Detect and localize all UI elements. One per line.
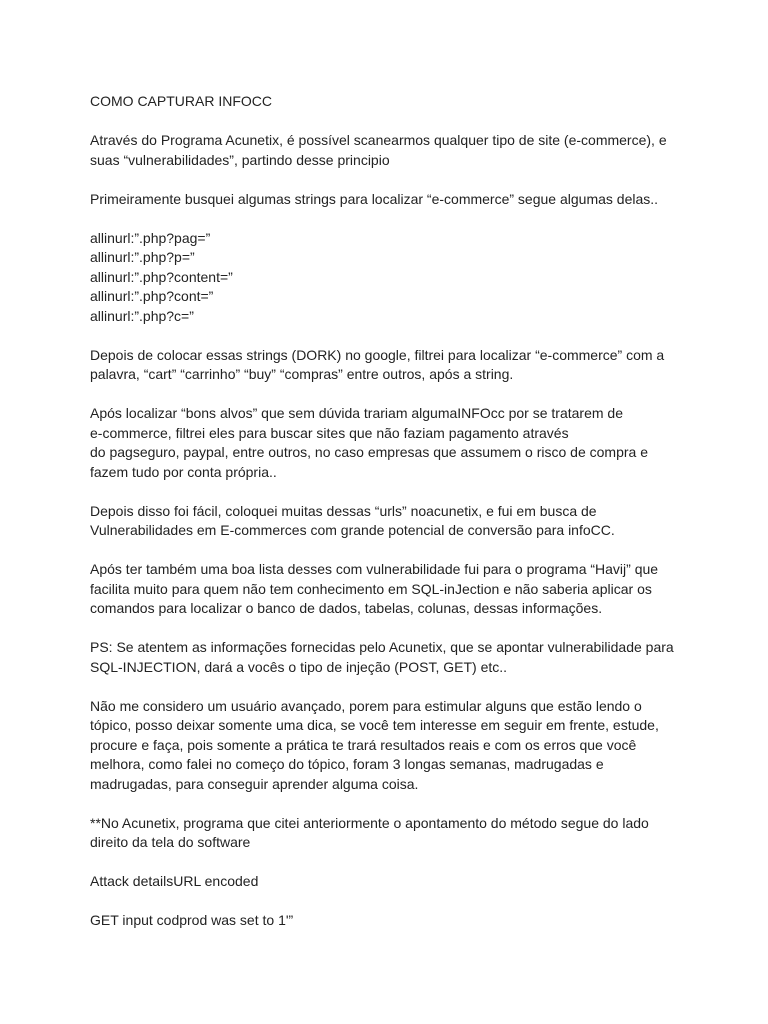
document-title [90,92,690,112]
paragraph [90,502,690,541]
paragraph-line: allinurl:”.php?content=” [90,268,233,285]
paragraph-line: Através do Programa Acunetix, é possível scanearmos qualquer tipo de site (e-commerce), e [90,132,667,148]
paragraph [90,814,690,853]
paragraph-line: melhora, como falei no começo do tópico, foram 3 longas semanas, madrugadas e [90,756,604,772]
paragraph-line: Depois disso foi fácil, coloquei muitas dessas “urls” noacunetix, e fui em busca de [90,502,597,519]
paragraph [90,872,690,892]
paragraph [90,560,690,619]
paragraph-line: do pagseguro, paypal, entre outros, no caso empresas que assumem o risco de compra e [90,444,648,460]
paragraph-line: suas “vulnerabilidades”, partindo desse principio [90,151,390,168]
paragraph-line: Após ter também uma boa lista desses com vulnerabilidade fui para o programa “Havij” que [90,561,659,577]
paragraph-line: PS: Se atentem as informações fornecidas pelo Acunetix, que se apontar vulnerabilidade para [90,639,674,655]
paragraph-line: palavra, “cart” “carrinho” “buy” “compras” entre outros, após a string. [90,366,514,382]
paragraph-line: comandos para localizar o banco de dados, tabelas, colunas, dessas informações. [90,600,603,616]
paragraph [90,911,690,931]
document-title-text: COMO CAPTURAR INFOCC [90,93,272,109]
paragraph [90,404,690,482]
paragraph-line: fazem tudo por conta própria.. [90,463,277,480]
paragraph [90,697,690,795]
paragraph [90,346,690,385]
paragraph-line: facilita muito para quem não tem conhecimento em SQL-inJection e não saberia aplicar os [90,580,652,597]
paragraph-line: allinurl:”.php?p=” [90,249,195,265]
paragraph [90,190,690,210]
paragraph-line: allinurl:”.php?cont=” [90,288,214,304]
paragraph-line: procure e faça, pois somente a prática te trará resultados reais e com os erros que você [90,736,637,753]
paragraph-line: GET input codprod was set to 1'” [90,912,294,928]
paragraph-line: tópico, posso deixar somente uma dica, se você tem interesse em seguir em frente, estude, [90,717,659,733]
paragraph-line: Não me considero um usuário avançado, porem para estimular alguns que estão lendo o [90,697,642,714]
paragraph-line: Primeiramente busquei algumas strings para localizar “e-commerce” segue algumas delas.. [90,190,659,207]
paragraph-line: **No Acunetix, programa que citei anteriormente o apontamento do método segue do lado [90,814,649,831]
paragraph-line: e-commerce, filtrei eles para buscar sites que não faziam pagamento através [90,424,569,441]
paragraph-line: Depois de colocar essas strings (DORK) no google, filtrei para localizar “e-commerce” com a [90,346,665,363]
paragraph [90,131,690,170]
paragraph-line: SQL-INJECTION, dará a vocês o tipo de injeção (POST, GET) etc.. [90,658,508,675]
paragraph-line: Vulnerabilidades em E-commerces com grande potencial de conversão para infoCC. [90,522,615,538]
paragraph-line: Após localizar “bons alvos” que sem dúvida trariam algumaINFOcc por se tratarem de [90,405,623,421]
document-body [90,92,690,950]
paragraph [90,638,690,677]
paragraph-line: Attack detailsURL encoded [90,873,259,889]
paragraph-line: allinurl:”.php?pag=” [90,229,211,246]
paragraph-line: allinurl:”.php?c=” [90,307,194,324]
paragraph [90,229,690,327]
paragraph-line: direito da tela do software [90,834,251,850]
paragraph-line: madrugadas, para conseguir aprender alguma coisa. [90,775,419,792]
